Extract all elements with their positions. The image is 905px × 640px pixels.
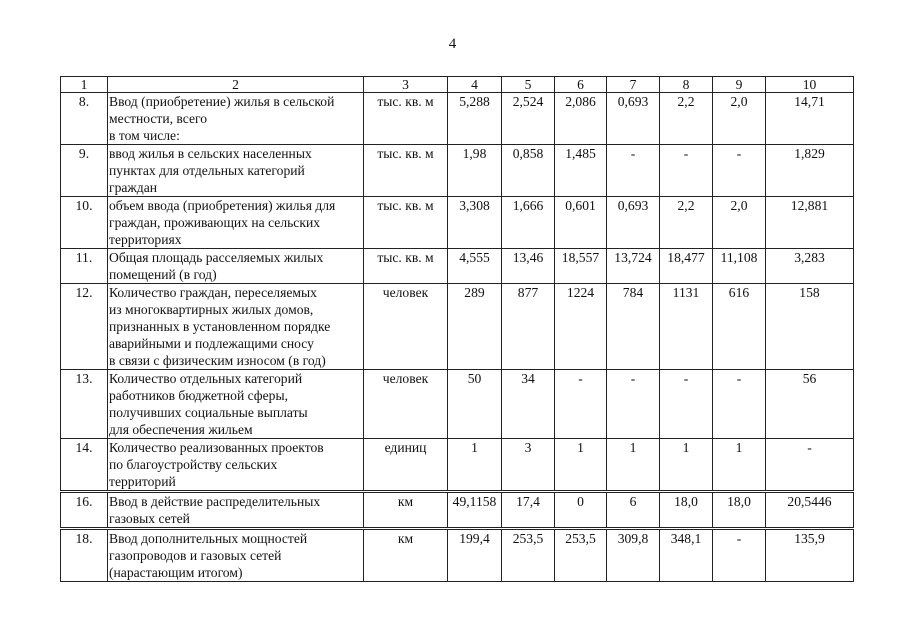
value-cell: - — [607, 145, 660, 197]
description-line: Количество реализованных проектов — [109, 440, 324, 455]
value-cell: 34 — [502, 370, 555, 439]
unit-cell: км — [364, 529, 448, 582]
row-description — [108, 145, 364, 197]
description-line: (нарастающим итогом) — [109, 565, 243, 580]
value-cell: - — [713, 370, 766, 439]
description-line: граждан — [109, 180, 158, 195]
description-line: Общая площадь расселяемых жилых — [109, 250, 324, 265]
value-cell: 199,4 — [448, 529, 502, 582]
value-cell: 11,108 — [713, 249, 766, 284]
value-cell: 1131 — [660, 284, 713, 370]
indicators-table — [60, 76, 854, 582]
value-cell: 6 — [607, 492, 660, 529]
value-cell: 18,0 — [713, 492, 766, 529]
value-cell: - — [607, 370, 660, 439]
description-line: в том числе: — [109, 128, 180, 143]
row-description — [108, 249, 364, 284]
unit-cell: тыс. кв. м — [364, 145, 448, 197]
value-cell: 1,829 — [766, 145, 854, 197]
description-line: в связи с физическим износом (в год) — [109, 353, 326, 368]
value-cell: 3,283 — [766, 249, 854, 284]
value-cell: 2,2 — [660, 93, 713, 145]
description-line: помещений (в год) — [109, 267, 217, 282]
value-cell: 1 — [660, 439, 713, 492]
unit-cell: человек — [364, 284, 448, 370]
value-cell: 1 — [713, 439, 766, 492]
row-number: 13. — [61, 370, 108, 439]
description-line: газопроводов и газовых сетей — [109, 548, 282, 563]
value-cell: 13,724 — [607, 249, 660, 284]
value-cell: 5,288 — [448, 93, 502, 145]
row-number: 8. — [61, 93, 108, 145]
value-cell: 2,0 — [713, 93, 766, 145]
row-description — [108, 93, 364, 145]
description-line: Ввод дополнительных мощностей — [109, 531, 308, 546]
value-cell: 0,693 — [607, 197, 660, 249]
table-row — [61, 93, 854, 145]
value-cell: 56 — [766, 370, 854, 439]
column-header: 3 — [364, 77, 448, 93]
row-description — [108, 529, 364, 582]
description-line: местности, всего — [109, 111, 208, 126]
column-header: 5 — [502, 77, 555, 93]
row-number: 11. — [61, 249, 108, 284]
column-header: 6 — [555, 77, 607, 93]
column-header: 10 — [766, 77, 854, 93]
value-cell: - — [766, 439, 854, 492]
value-cell: 2,524 — [502, 93, 555, 145]
description-line: по благоустройству сельских — [109, 457, 278, 472]
value-cell: 1,666 — [502, 197, 555, 249]
description-line: объем ввода (приобретения) жилья для — [109, 198, 336, 213]
value-cell: 4,555 — [448, 249, 502, 284]
column-header: 7 — [607, 77, 660, 93]
value-cell: - — [713, 529, 766, 582]
value-cell: 289 — [448, 284, 502, 370]
value-cell: 3,308 — [448, 197, 502, 249]
row-number: 18. — [61, 529, 108, 582]
table-row — [61, 145, 854, 197]
description-line: ввод жилья в сельских населенных — [109, 146, 312, 161]
row-number: 9. — [61, 145, 108, 197]
column-header: 8 — [660, 77, 713, 93]
unit-cell: человек — [364, 370, 448, 439]
description-line: территориях — [109, 232, 182, 247]
description-line: Количество отдельных категорий — [109, 371, 303, 386]
table-row — [61, 529, 854, 582]
unit-cell: единиц — [364, 439, 448, 492]
table-row — [61, 249, 854, 284]
page-number: 4 — [448, 36, 457, 52]
value-cell: - — [660, 145, 713, 197]
row-number: 10. — [61, 197, 108, 249]
description-line: пунктах для отдельных категорий — [109, 163, 305, 178]
description-line: для обеспечения жильем — [109, 422, 253, 437]
column-header: 4 — [448, 77, 502, 93]
value-cell: - — [555, 370, 607, 439]
row-number: 14. — [61, 439, 108, 492]
row-number: 16. — [61, 492, 108, 529]
table-row — [61, 284, 854, 370]
table-row — [61, 370, 854, 439]
value-cell: 50 — [448, 370, 502, 439]
value-cell: 17,4 — [502, 492, 555, 529]
value-cell: 18,557 — [555, 249, 607, 284]
value-cell: 158 — [766, 284, 854, 370]
description-line: граждан, проживающих на сельских — [109, 215, 321, 230]
value-cell: 2,086 — [555, 93, 607, 145]
description-line: из многоквартирных жилых домов, — [109, 302, 314, 317]
unit-cell: тыс. кв. м — [364, 249, 448, 284]
value-cell: 12,881 — [766, 197, 854, 249]
header-row — [61, 77, 854, 93]
value-cell: 1 — [555, 439, 607, 492]
row-description — [108, 284, 364, 370]
table-body — [61, 77, 854, 582]
value-cell: 784 — [607, 284, 660, 370]
value-cell: 2,0 — [713, 197, 766, 249]
value-cell: 18,0 — [660, 492, 713, 529]
unit-cell: км — [364, 492, 448, 529]
value-cell: 135,9 — [766, 529, 854, 582]
value-cell: - — [713, 145, 766, 197]
row-description — [108, 370, 364, 439]
description-line: Ввод (приобретение) жилья в сельской — [109, 94, 335, 109]
value-cell: 20,5446 — [766, 492, 854, 529]
value-cell: 616 — [713, 284, 766, 370]
row-description — [108, 492, 364, 529]
value-cell: 0,601 — [555, 197, 607, 249]
unit-cell: тыс. кв. м — [364, 93, 448, 145]
value-cell: 0 — [555, 492, 607, 529]
value-cell: 877 — [502, 284, 555, 370]
row-description — [108, 439, 364, 492]
value-cell: 253,5 — [502, 529, 555, 582]
description-line: работников бюджетной сферы, — [109, 388, 288, 403]
value-cell: 253,5 — [555, 529, 607, 582]
description-line: получивших социальные выплаты — [109, 405, 308, 420]
description-line: аварийными и подлежащими сносу — [109, 336, 314, 351]
value-cell: 14,71 — [766, 93, 854, 145]
value-cell: 1,485 — [555, 145, 607, 197]
value-cell: 13,46 — [502, 249, 555, 284]
unit-cell: тыс. кв. м — [364, 197, 448, 249]
value-cell: 309,8 — [607, 529, 660, 582]
value-cell: 1224 — [555, 284, 607, 370]
value-cell: 3 — [502, 439, 555, 492]
table-row — [61, 197, 854, 249]
value-cell: 348,1 — [660, 529, 713, 582]
row-description — [108, 197, 364, 249]
column-header: 1 — [61, 77, 108, 93]
value-cell: 18,477 — [660, 249, 713, 284]
description-line: Ввод в действие распределительных — [109, 494, 321, 509]
description-line: Количество граждан, переселяемых — [109, 285, 317, 300]
table-row — [61, 439, 854, 492]
value-cell: 1 — [607, 439, 660, 492]
value-cell: 2,2 — [660, 197, 713, 249]
value-cell: 1 — [448, 439, 502, 492]
table-row — [61, 492, 854, 529]
row-number: 12. — [61, 284, 108, 370]
column-header: 9 — [713, 77, 766, 93]
value-cell: 0,858 — [502, 145, 555, 197]
value-cell: - — [660, 370, 713, 439]
value-cell: 0,693 — [607, 93, 660, 145]
column-header: 2 — [108, 77, 364, 93]
value-cell: 1,98 — [448, 145, 502, 197]
description-line: газовых сетей — [109, 511, 190, 526]
description-line: территорий — [109, 474, 176, 489]
description-line: признанных в установленном порядке — [109, 319, 331, 334]
value-cell: 49,1158 — [448, 492, 502, 529]
